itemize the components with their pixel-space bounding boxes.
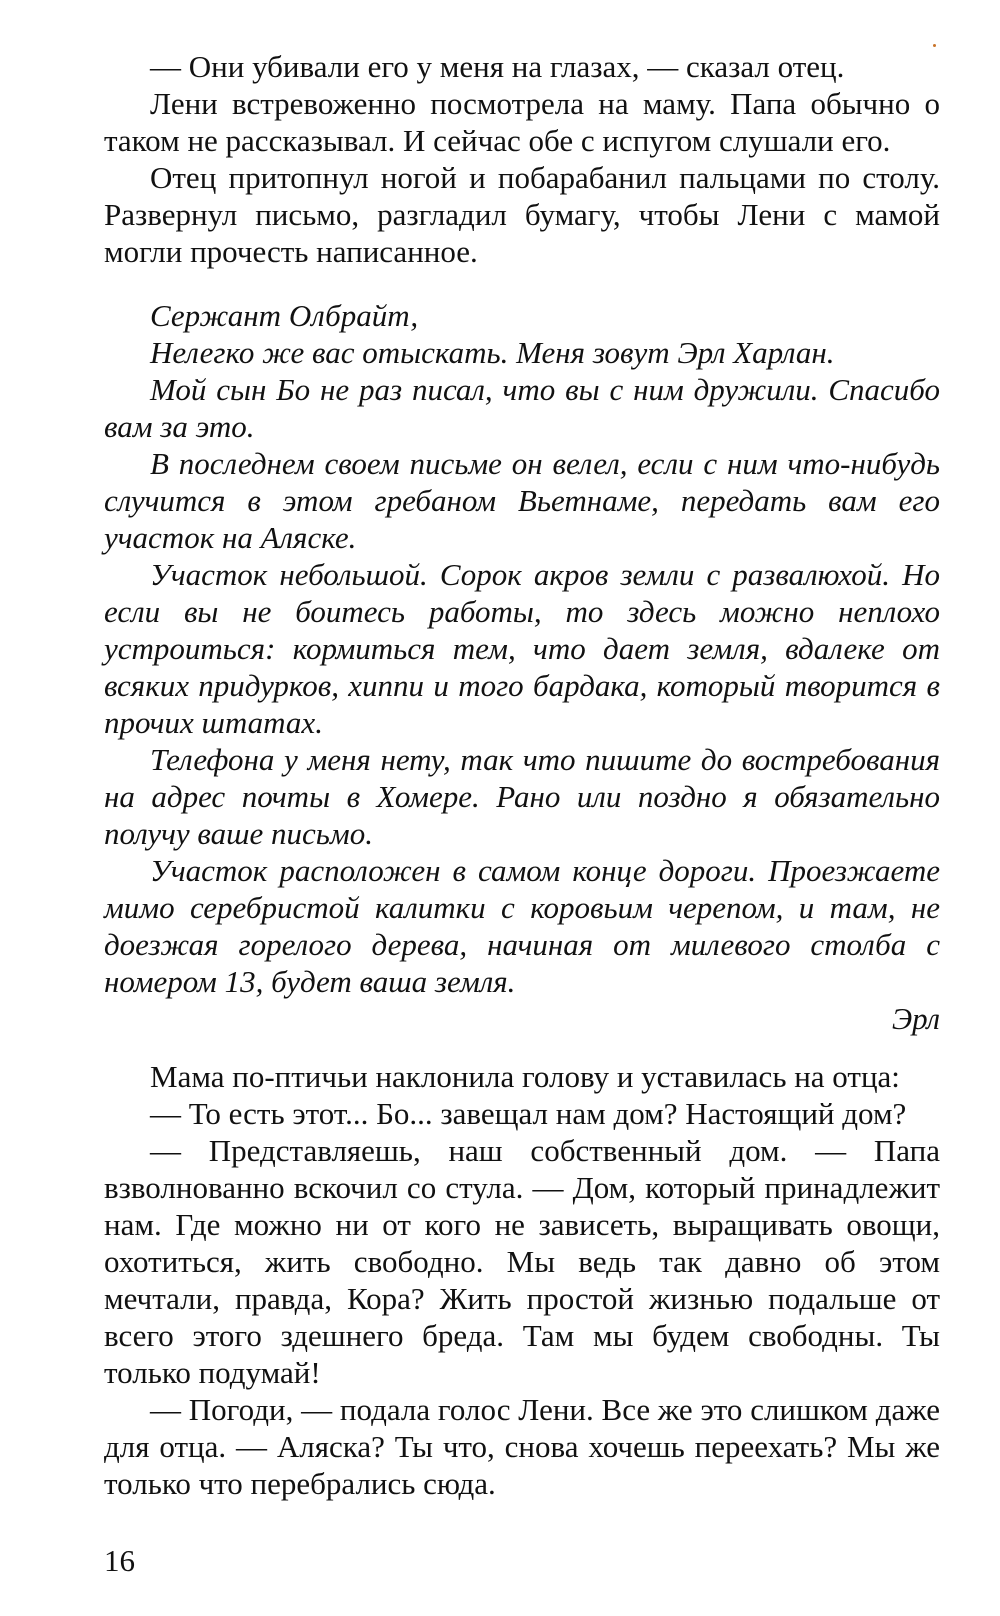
paragraph: — Погоди, — подала голос Лени. Все же это слишком даже для отца. — Аляска? Ты что, снова хочешь переехать? Мы же только что перебрались сюда. xyxy=(104,1392,940,1501)
letter xyxy=(104,297,940,1037)
paragraph: — Они убивали его у меня на глазах, — сказал отец. xyxy=(150,49,845,84)
paragraph: — Представляешь, наш собственный дом. — Папа взволнованно вскочил со стула. — Дом, который принадлежит нам. Где можно ни от кого не зависеть, выращивать овощи, охотиться, жить свободно. Мы ведь так давно об этом мечтали, правда, Кора? Жить простой жизнью подальше от всего этого здешнего бреда. Там мы будем свободны. Ты только подумай! xyxy=(104,1133,940,1390)
paragraph: Лени встревоженно посмотрела на маму. Папа обычно о таком не рассказывал. И сейчас обе с испугом слушали его. xyxy=(104,86,940,158)
paragraph: Мама по-птичьи наклонила голову и уставилась на отца: xyxy=(150,1059,900,1094)
letter-paragraph: Телефона у меня нету, так что пишите до востребования на адрес почты в Хомере. Рано или поздно я обязательно получу ваше письмо. xyxy=(104,742,940,851)
narrative-top xyxy=(104,48,940,270)
paragraph: — То есть этот... Бо... завещал нам дом? Настоящий дом? xyxy=(150,1096,907,1131)
letter-paragraph: В последнем своем письме он велел, если с ним что-нибудь случится в этом гребаном Вьетнаме, передать вам его участок на Аляске. xyxy=(104,446,940,555)
letter-paragraph: Участок расположен в самом конце дороги. Проезжаете мимо серебристой калитки с коровьим черепом, и там, не доезжая горелого дерева, начиная от милевого столба с номером 13, будет ваша земля. xyxy=(104,853,940,999)
letter-paragraph: Нелегко же вас отыскать. Меня зовут Эрл Харлан. xyxy=(150,335,835,370)
print-speck xyxy=(933,44,936,47)
letter-signature: Эрл xyxy=(891,1001,940,1036)
paragraph: Отец притопнул ногой и побарабанил пальцами по столу. Развернул письмо, разгладил бумагу, чтобы Лени с мамой могли прочесть написанное. xyxy=(104,160,940,269)
letter-salutation: Сержант Олбрайт, xyxy=(150,298,419,333)
letter-paragraph: Участок небольшой. Сорок акров земли с развалюхой. Но если вы не боитесь работы, то здесь можно неплохо устроиться: кормиться тем, что дает земля, вдалеке от всяких придурков, хиппи и того бардака, который творится в прочих штатах. xyxy=(104,557,940,740)
narrative-bottom xyxy=(104,1058,940,1502)
page-number: 16 xyxy=(104,1543,135,1578)
letter-paragraph: Мой сын Бо не раз писал, что вы с ним дружили. Спасибо вам за это. xyxy=(104,372,940,444)
